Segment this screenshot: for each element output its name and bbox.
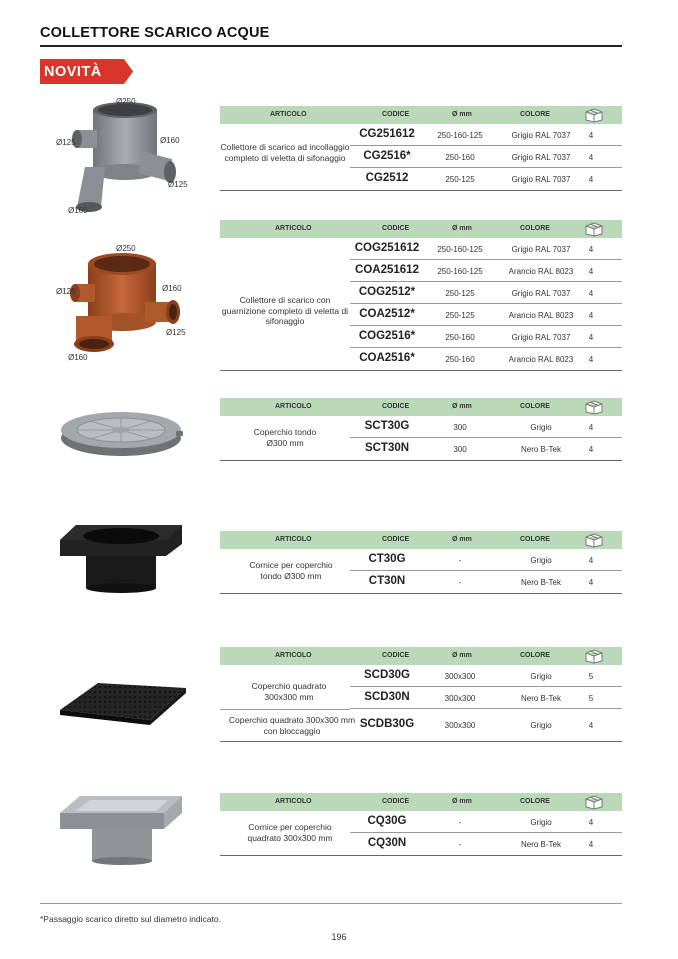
table-header [220, 398, 622, 416]
dimension-label: Ø125 [168, 180, 188, 189]
table-bottom-rule [220, 190, 622, 191]
product-image-round-cover [58, 405, 188, 460]
table-header [220, 531, 622, 549]
header-codice: CODICE [382, 225, 410, 232]
product-code: CG251612 [359, 128, 415, 140]
diameter-mm: 250-160 [445, 355, 475, 364]
package-qty: 4 [588, 245, 594, 254]
package-qty: 4 [588, 289, 594, 298]
header-colore: COLORE [520, 652, 550, 659]
product-code: COG251612 [354, 242, 420, 254]
diameter-mm: 250-160-125 [437, 131, 483, 140]
header-mm: Ø mm [452, 111, 472, 118]
table-header [220, 106, 622, 124]
product-code: COA251612 [355, 264, 419, 276]
color-value: Arancio RAL 8023 [508, 267, 574, 276]
header-articolo: ARTICOLO [275, 798, 312, 805]
dimension-label: Ø125 [56, 138, 76, 147]
table-row [350, 282, 622, 304]
diameter-mm: 300x300 [444, 721, 476, 730]
product-image-grey-collector [55, 95, 190, 215]
box-icon [584, 399, 604, 415]
table-row [350, 687, 622, 709]
color-value: Arancio RAL 8023 [508, 311, 574, 320]
table-row [350, 833, 622, 855]
header-articolo: ARTICOLO [275, 403, 312, 410]
table-row [350, 665, 622, 687]
product-code: SCDB30G [359, 718, 415, 730]
product-code: COG2516* [358, 330, 416, 342]
article-description: Coperchio tondo Ø300 mm [253, 427, 317, 448]
dimension-label: Ø250 [116, 97, 136, 106]
product-image-square-frame [58, 793, 186, 865]
article-description: Coperchio quadrato 300x300 mm [251, 681, 327, 702]
dimension-label: Ø160 [160, 136, 180, 145]
table-bottom-rule [220, 855, 622, 856]
table-row [350, 124, 622, 146]
header-codice: CODICE [382, 403, 410, 410]
product-code: CQ30N [367, 837, 407, 849]
color-value: Grigio RAL 7037 [511, 289, 571, 298]
package-qty: 4 [588, 423, 594, 432]
diameter-mm: 250-160-125 [437, 245, 483, 254]
diameter-mm: 250-160 [445, 333, 475, 342]
dimension-label: Ø160 [68, 206, 88, 215]
article-description: Collettore di scarico ad incollaggio completo di veletta di sifonaggio [220, 142, 350, 163]
package-qty: 4 [588, 311, 594, 320]
header-colore: COLORE [520, 403, 550, 410]
product-table-4 [220, 531, 622, 587]
color-value: Nero B-Tek [520, 445, 561, 454]
color-value: Grigio [530, 721, 552, 730]
novita-badge [40, 59, 133, 84]
product-code: COG2512* [358, 286, 416, 298]
dimension-label: Ø250 [116, 244, 136, 253]
dimension-label: Ø160 [162, 284, 182, 293]
table-row [350, 709, 622, 739]
box-icon [584, 648, 604, 664]
table-row [350, 260, 622, 282]
table-row [350, 146, 622, 168]
product-code: CT30G [368, 553, 406, 565]
row-divider [220, 709, 350, 710]
product-code: CQ30G [367, 815, 407, 827]
package-qty: 4 [588, 175, 594, 184]
table-bottom-rule [220, 593, 622, 594]
diameter-mm: 250-125 [445, 311, 475, 320]
table-row [350, 416, 622, 438]
box-icon [584, 794, 604, 810]
table-bottom-rule [220, 460, 622, 461]
header-codice: CODICE [382, 536, 410, 543]
header-mm: Ø mm [452, 652, 472, 659]
header-colore: COLORE [520, 798, 550, 805]
page-title: COLLETTORE SCARICO ACQUE [40, 25, 270, 41]
color-value: Nero B-Tek [520, 840, 561, 849]
header-codice: CODICE [382, 652, 410, 659]
header-mm: Ø mm [452, 536, 472, 543]
package-qty: 4 [588, 267, 594, 276]
footnote: *Passaggio scarico diretto sul diametro indicato. [40, 914, 221, 924]
header-mm: Ø mm [452, 403, 472, 410]
table-row [350, 348, 622, 370]
diameter-mm: 300x300 [444, 694, 476, 703]
product-code: COA2516* [359, 352, 415, 364]
page-number: 196 [331, 932, 347, 942]
table-row [350, 168, 622, 190]
color-value: Grigio RAL 7037 [511, 153, 571, 162]
header-colore: COLORE [520, 111, 550, 118]
color-value: Arancio RAL 8023 [508, 355, 574, 364]
package-qty: 4 [588, 556, 594, 565]
table-bottom-rule [220, 741, 622, 742]
color-value: Grigio [530, 818, 552, 827]
article-description: Cornice per coperchio quadrato 300x300 mm [247, 822, 333, 843]
package-qty: 5 [588, 694, 594, 703]
product-code: CG2516* [363, 150, 411, 162]
color-value: Nero B-Tek [520, 578, 561, 587]
footer-divider [40, 903, 622, 904]
table-header [220, 220, 622, 238]
header-colore: COLORE [520, 536, 550, 543]
color-value: Grigio [530, 556, 552, 565]
package-qty: 4 [588, 578, 594, 587]
table-header [220, 793, 622, 811]
table-row [350, 238, 622, 260]
diameter-mm: 250-125 [445, 175, 475, 184]
product-image-square-cover [58, 680, 188, 728]
header-codice: CODICE [382, 111, 410, 118]
header-codice: CODICE [382, 798, 410, 805]
diameter-mm: 300 [453, 445, 467, 454]
header-colore: COLORE [520, 225, 550, 232]
header-articolo: ARTICOLO [275, 652, 312, 659]
diameter-mm: - [458, 840, 462, 849]
dimension-label: Ø160 [68, 353, 88, 362]
product-code: COA2512* [359, 308, 415, 320]
dimension-label: Ø125 [56, 287, 76, 296]
table-row [350, 811, 622, 833]
product-code: CT30N [368, 575, 406, 587]
table-bottom-rule [220, 370, 622, 371]
article-description: Coperchio quadrato 300x300 mm con bloccaggio [228, 715, 356, 736]
color-value: Grigio RAL 7037 [511, 333, 571, 342]
package-qty: 4 [588, 153, 594, 162]
header-articolo: ARTICOLO [275, 536, 312, 543]
product-code: SCT30G [364, 420, 410, 432]
diameter-mm: - [458, 818, 462, 827]
badge-label: NOVITÀ [44, 64, 102, 80]
table-row [350, 438, 622, 460]
dimension-label: Ø125 [166, 328, 186, 337]
product-table-1 [220, 106, 622, 184]
color-value: Grigio RAL 7037 [511, 245, 571, 254]
package-qty: 4 [588, 445, 594, 454]
diameter-mm: 300 [453, 423, 467, 432]
product-code: SCT30N [364, 442, 410, 454]
product-code: SCD30G [363, 669, 411, 681]
table-row [350, 549, 622, 571]
diameter-mm: - [458, 578, 462, 587]
product-table-3 [220, 398, 622, 454]
article-description: Collettore di scarico con guarnizione completo di veletta di sifonaggio [221, 295, 349, 326]
package-qty: 4 [588, 840, 594, 849]
color-value: Grigio [530, 672, 552, 681]
product-image-orange-collector [60, 250, 190, 362]
product-table-5 [220, 647, 622, 736]
product-image-round-frame [58, 522, 186, 594]
diameter-mm: - [458, 556, 462, 565]
color-value: Nero B-Tek [520, 694, 561, 703]
diameter-mm: 250-160-125 [437, 267, 483, 276]
table-row [350, 326, 622, 348]
package-qty: 5 [588, 672, 594, 681]
diameter-mm: 250-160 [445, 153, 475, 162]
product-code: CG2512 [365, 172, 409, 184]
table-row [350, 304, 622, 326]
header-articolo: ARTICOLO [275, 225, 312, 232]
package-qty: 4 [588, 721, 594, 730]
box-icon [584, 221, 604, 237]
diameter-mm: 300x300 [444, 672, 476, 681]
product-code: SCD30N [364, 691, 410, 703]
package-qty: 4 [588, 355, 594, 364]
color-value: Grigio RAL 7037 [511, 175, 571, 184]
package-qty: 4 [588, 818, 594, 827]
header-mm: Ø mm [452, 798, 472, 805]
header-mm: Ø mm [452, 225, 472, 232]
header-articolo: ARTICOLO [270, 111, 307, 118]
diameter-mm: 250-125 [445, 289, 475, 298]
package-qty: 4 [588, 333, 594, 342]
product-table-2 [220, 220, 622, 364]
box-icon [584, 107, 604, 123]
article-description: Cornice per coperchio tondo Ø300 mm [249, 560, 333, 581]
title-divider [40, 45, 622, 47]
color-value: Grigio RAL 7037 [511, 131, 571, 140]
color-value: Grigio [530, 423, 552, 432]
table-row [350, 571, 622, 593]
box-icon [584, 532, 604, 548]
table-header [220, 647, 622, 665]
package-qty: 4 [588, 131, 594, 140]
product-table-6 [220, 793, 622, 849]
